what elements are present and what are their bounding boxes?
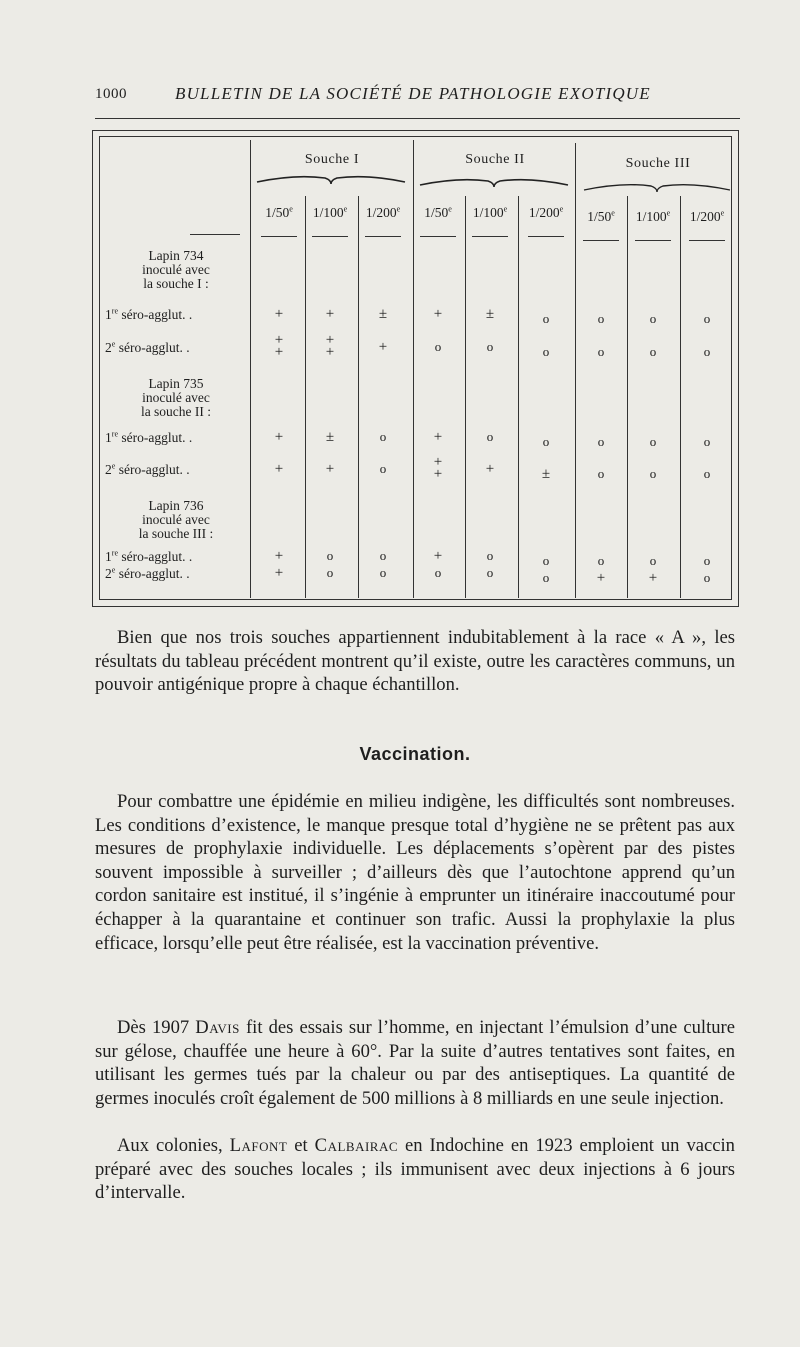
dilution-suffix: e bbox=[611, 208, 615, 218]
cell-mark: + bbox=[433, 454, 443, 470]
dilution-header bbox=[463, 205, 517, 221]
table-divider bbox=[358, 196, 359, 598]
brace-souche-i bbox=[255, 172, 407, 186]
table-cell: o bbox=[326, 548, 334, 563]
table-cell: o bbox=[486, 339, 494, 354]
row-label bbox=[105, 463, 253, 477]
dilution-suffix: e bbox=[503, 204, 508, 214]
row-group-line: Lapin 734 bbox=[148, 248, 204, 263]
table-cell: + bbox=[325, 306, 335, 322]
table-cell: o bbox=[434, 565, 442, 580]
header-underline bbox=[528, 236, 564, 237]
table-divider bbox=[627, 196, 628, 598]
table-cell: o bbox=[542, 553, 550, 568]
row-ordinal-suffix: re bbox=[111, 429, 119, 439]
souche-header: Souche I bbox=[304, 152, 360, 167]
table-cell: + bbox=[325, 461, 335, 477]
table-cell: o bbox=[649, 344, 657, 359]
dilution-value: 1/100 bbox=[312, 205, 344, 220]
table-cell: o bbox=[434, 339, 442, 354]
paragraph-davis bbox=[95, 1016, 735, 1110]
dilution-value: 1/50 bbox=[587, 209, 612, 224]
paragraph-text: Bien que nos trois souches appartiennent indubitablement à la race « A », les résultats du tableau précédent montrent qu’il existe, outre les caractères communs, un pouvoir antigénique propre à chaque échantillon. bbox=[95, 627, 735, 696]
row-label bbox=[105, 431, 253, 445]
row-group-line: inoculé avec bbox=[142, 512, 210, 527]
dilution-suffix: e bbox=[720, 208, 725, 218]
section-heading: Vaccination. bbox=[359, 744, 471, 764]
header-underline bbox=[689, 240, 725, 241]
row-label-text: séro-agglut. . bbox=[118, 430, 193, 445]
table-divider bbox=[250, 140, 251, 598]
row-group-line: Lapin 735 bbox=[148, 376, 204, 391]
row-group-line: inoculé avec bbox=[142, 262, 210, 277]
header-underline bbox=[472, 236, 508, 237]
table-cell: o bbox=[542, 311, 550, 326]
table-cell: + bbox=[274, 306, 284, 322]
table-cell: + bbox=[274, 565, 284, 581]
dilution-header bbox=[680, 209, 734, 225]
author-name: Calbairac bbox=[314, 1135, 399, 1156]
table-cell: + bbox=[648, 570, 658, 586]
table-cell bbox=[264, 334, 294, 358]
row-ordinal: 2 bbox=[105, 462, 112, 477]
header-underline bbox=[635, 240, 671, 241]
paragraph-colonies bbox=[95, 1134, 735, 1205]
dilution-header bbox=[574, 209, 628, 225]
text-run: en Indochine en 1923 emploient un vaccin préparé avec des souches locales ; ils immunisent avec deux injections à 6 jours d’intervalle. bbox=[95, 1135, 735, 1204]
row-label-text: séro-agglut. . bbox=[115, 566, 190, 581]
table-cell: o bbox=[703, 553, 711, 568]
table-cell: + bbox=[274, 548, 284, 564]
author-name: Lafont bbox=[229, 1135, 288, 1156]
header-underline bbox=[190, 234, 240, 235]
paragraph-text: Pour combattre une épidémie en milieu indigène, les difficultés sont nombreuses. Les conditions d’existence, le manque presque total d’hygiène ne se prêtent pas aux mesures de prophylaxie individuelle. Les déplacements s’opèrent par des pistes souvent impossible à surveiller ; d’ailleurs dès que l’autochtone apprend qu’un cordon sanitaire est institué, il s’ingénie à emprunter un itinéraire inaccoutumé pour échapper à la quarantaine et continuer son trafic. Aussi la prophylaxie la plus efficace, lorsqu’elle peut être réalisée, est la vaccination préventive. bbox=[95, 791, 735, 954]
row-group-lapin-734 bbox=[102, 249, 250, 291]
journal-title: BULLETIN DE LA SOCIÉTÉ DE PATHOLOGIE EXOTIQUE bbox=[175, 84, 651, 103]
table-divider bbox=[465, 196, 466, 598]
dilution-header bbox=[303, 205, 357, 221]
dilution-suffix: e bbox=[343, 204, 348, 214]
table-cell: o bbox=[703, 466, 711, 481]
dilution-header bbox=[356, 205, 410, 221]
row-ordinal: 2 bbox=[105, 566, 112, 581]
table-cell: + bbox=[433, 429, 443, 445]
paragraph-intro bbox=[95, 626, 735, 697]
table-cell: + bbox=[596, 570, 606, 586]
row-ordinal-suffix: e bbox=[111, 339, 116, 349]
dilution-value: 1/200 bbox=[689, 209, 721, 224]
brace-souche-ii bbox=[418, 175, 570, 189]
table-cell bbox=[423, 456, 453, 480]
table-cell: ± bbox=[541, 466, 551, 482]
brace-souche-iii bbox=[582, 180, 732, 194]
table-cell: + bbox=[433, 548, 443, 564]
souche-header: Souche II bbox=[465, 152, 525, 167]
dilution-header bbox=[411, 205, 465, 221]
table-cell: o bbox=[542, 344, 550, 359]
row-label bbox=[105, 567, 253, 581]
row-group-lapin-735 bbox=[102, 377, 250, 419]
table-divider bbox=[518, 196, 519, 598]
table-cell: o bbox=[379, 548, 387, 563]
table-cell: o bbox=[597, 344, 605, 359]
table-divider bbox=[680, 196, 681, 598]
text-run: et bbox=[287, 1135, 315, 1156]
header-underline bbox=[261, 236, 297, 237]
table-cell: o bbox=[703, 344, 711, 359]
row-group-line: la souche II : bbox=[140, 404, 212, 419]
table-cell: o bbox=[703, 570, 711, 585]
row-group-line: la souche I : bbox=[143, 276, 209, 291]
souche-header: Souche III bbox=[625, 156, 691, 171]
table-cell: ± bbox=[325, 429, 335, 445]
row-label bbox=[105, 550, 253, 564]
dilution-header bbox=[519, 205, 573, 221]
text-run: Dès 1907 bbox=[117, 1017, 196, 1038]
dilution-suffix: e bbox=[448, 204, 452, 214]
table-cell: o bbox=[486, 548, 494, 563]
table-cell: o bbox=[703, 434, 711, 449]
table-cell: o bbox=[597, 466, 605, 481]
dilution-suffix: e bbox=[666, 208, 671, 218]
dilution-value: 1/100 bbox=[635, 209, 667, 224]
header-underline bbox=[420, 236, 456, 237]
row-ordinal: 1 bbox=[105, 549, 112, 564]
table-cell: o bbox=[379, 429, 387, 444]
row-ordinal-suffix: e bbox=[111, 565, 116, 575]
table-cell: ± bbox=[378, 306, 388, 322]
table-cell: + bbox=[274, 461, 284, 477]
cell-mark: + bbox=[325, 332, 335, 348]
dilution-suffix: e bbox=[289, 204, 293, 214]
header-underline bbox=[583, 240, 619, 241]
dilution-suffix: e bbox=[396, 204, 401, 214]
table-cell: + bbox=[433, 306, 443, 322]
row-label-text: séro-agglut. . bbox=[115, 462, 190, 477]
table-cell: + bbox=[378, 339, 388, 355]
table-cell: + bbox=[274, 429, 284, 445]
table-cell bbox=[315, 334, 345, 358]
row-label-text: séro-agglut. . bbox=[118, 307, 193, 322]
row-label bbox=[105, 308, 253, 322]
dilution-value: 1/200 bbox=[365, 205, 397, 220]
table-cell: o bbox=[486, 429, 494, 444]
text-run: fit des essais sur l’homme, en injectant l’émulsion d’une culture sur gélose, chauffée une heure à 60°. Par la suite d’autres tentatives sont faites, en utilisant les germes tués par la chaleur ou par des antiseptiques. La quantité de germes inoculés croît également de 500 millions à 8 milliards en une seule injection. bbox=[95, 1017, 735, 1109]
table-cell: o bbox=[649, 466, 657, 481]
row-ordinal-suffix: e bbox=[111, 461, 116, 471]
table-cell: + bbox=[485, 461, 495, 477]
table-cell: o bbox=[597, 311, 605, 326]
table-cell: o bbox=[649, 553, 657, 568]
row-group-lapin-736 bbox=[102, 499, 250, 541]
dilution-value: 1/100 bbox=[472, 205, 504, 220]
header-underline bbox=[365, 236, 401, 237]
paragraph-text bbox=[95, 1016, 735, 1110]
table-cell: o bbox=[649, 311, 657, 326]
row-label-text: séro-agglut. . bbox=[115, 340, 190, 355]
table-cell: o bbox=[597, 434, 605, 449]
row-label-text: séro-agglut. . bbox=[118, 549, 193, 564]
table-cell: o bbox=[542, 434, 550, 449]
running-header bbox=[95, 82, 740, 112]
row-group-line: Lapin 736 bbox=[148, 498, 204, 513]
cell-mark: + bbox=[433, 466, 443, 482]
header-underline bbox=[312, 236, 348, 237]
row-ordinal-suffix: re bbox=[111, 548, 119, 558]
paragraph-vaccination bbox=[95, 790, 735, 955]
dilution-value: 1/200 bbox=[528, 205, 560, 220]
row-ordinal-suffix: re bbox=[111, 306, 119, 316]
table-cell: o bbox=[326, 565, 334, 580]
table-cell: ± bbox=[485, 306, 495, 322]
dilution-value: 1/50 bbox=[265, 205, 290, 220]
row-group-line: inoculé avec bbox=[142, 390, 210, 405]
cell-mark: + bbox=[325, 344, 335, 360]
dilution-value: 1/50 bbox=[424, 205, 449, 220]
table-cell: o bbox=[703, 311, 711, 326]
dilution-header bbox=[626, 209, 680, 225]
table-cell: o bbox=[379, 461, 387, 476]
table-cell: o bbox=[597, 553, 605, 568]
table-cell: o bbox=[542, 570, 550, 585]
table-cell: o bbox=[649, 434, 657, 449]
page-number: 1000 bbox=[95, 86, 127, 102]
table-cell: o bbox=[486, 565, 494, 580]
dilution-header bbox=[252, 205, 306, 221]
row-group-line: la souche III : bbox=[138, 526, 214, 541]
author-name: Davis bbox=[195, 1017, 240, 1038]
paragraph-text bbox=[95, 1134, 735, 1205]
header-rule bbox=[95, 118, 740, 119]
row-ordinal: 1 bbox=[105, 307, 112, 322]
row-label bbox=[105, 341, 253, 355]
table-divider bbox=[305, 196, 306, 598]
text-run: Aux colonies, bbox=[117, 1135, 230, 1156]
dilution-suffix: e bbox=[559, 204, 564, 214]
row-ordinal: 2 bbox=[105, 340, 112, 355]
row-ordinal: 1 bbox=[105, 430, 112, 445]
cell-mark: + bbox=[274, 332, 284, 348]
table-cell: o bbox=[379, 565, 387, 580]
cell-mark: + bbox=[274, 344, 284, 360]
